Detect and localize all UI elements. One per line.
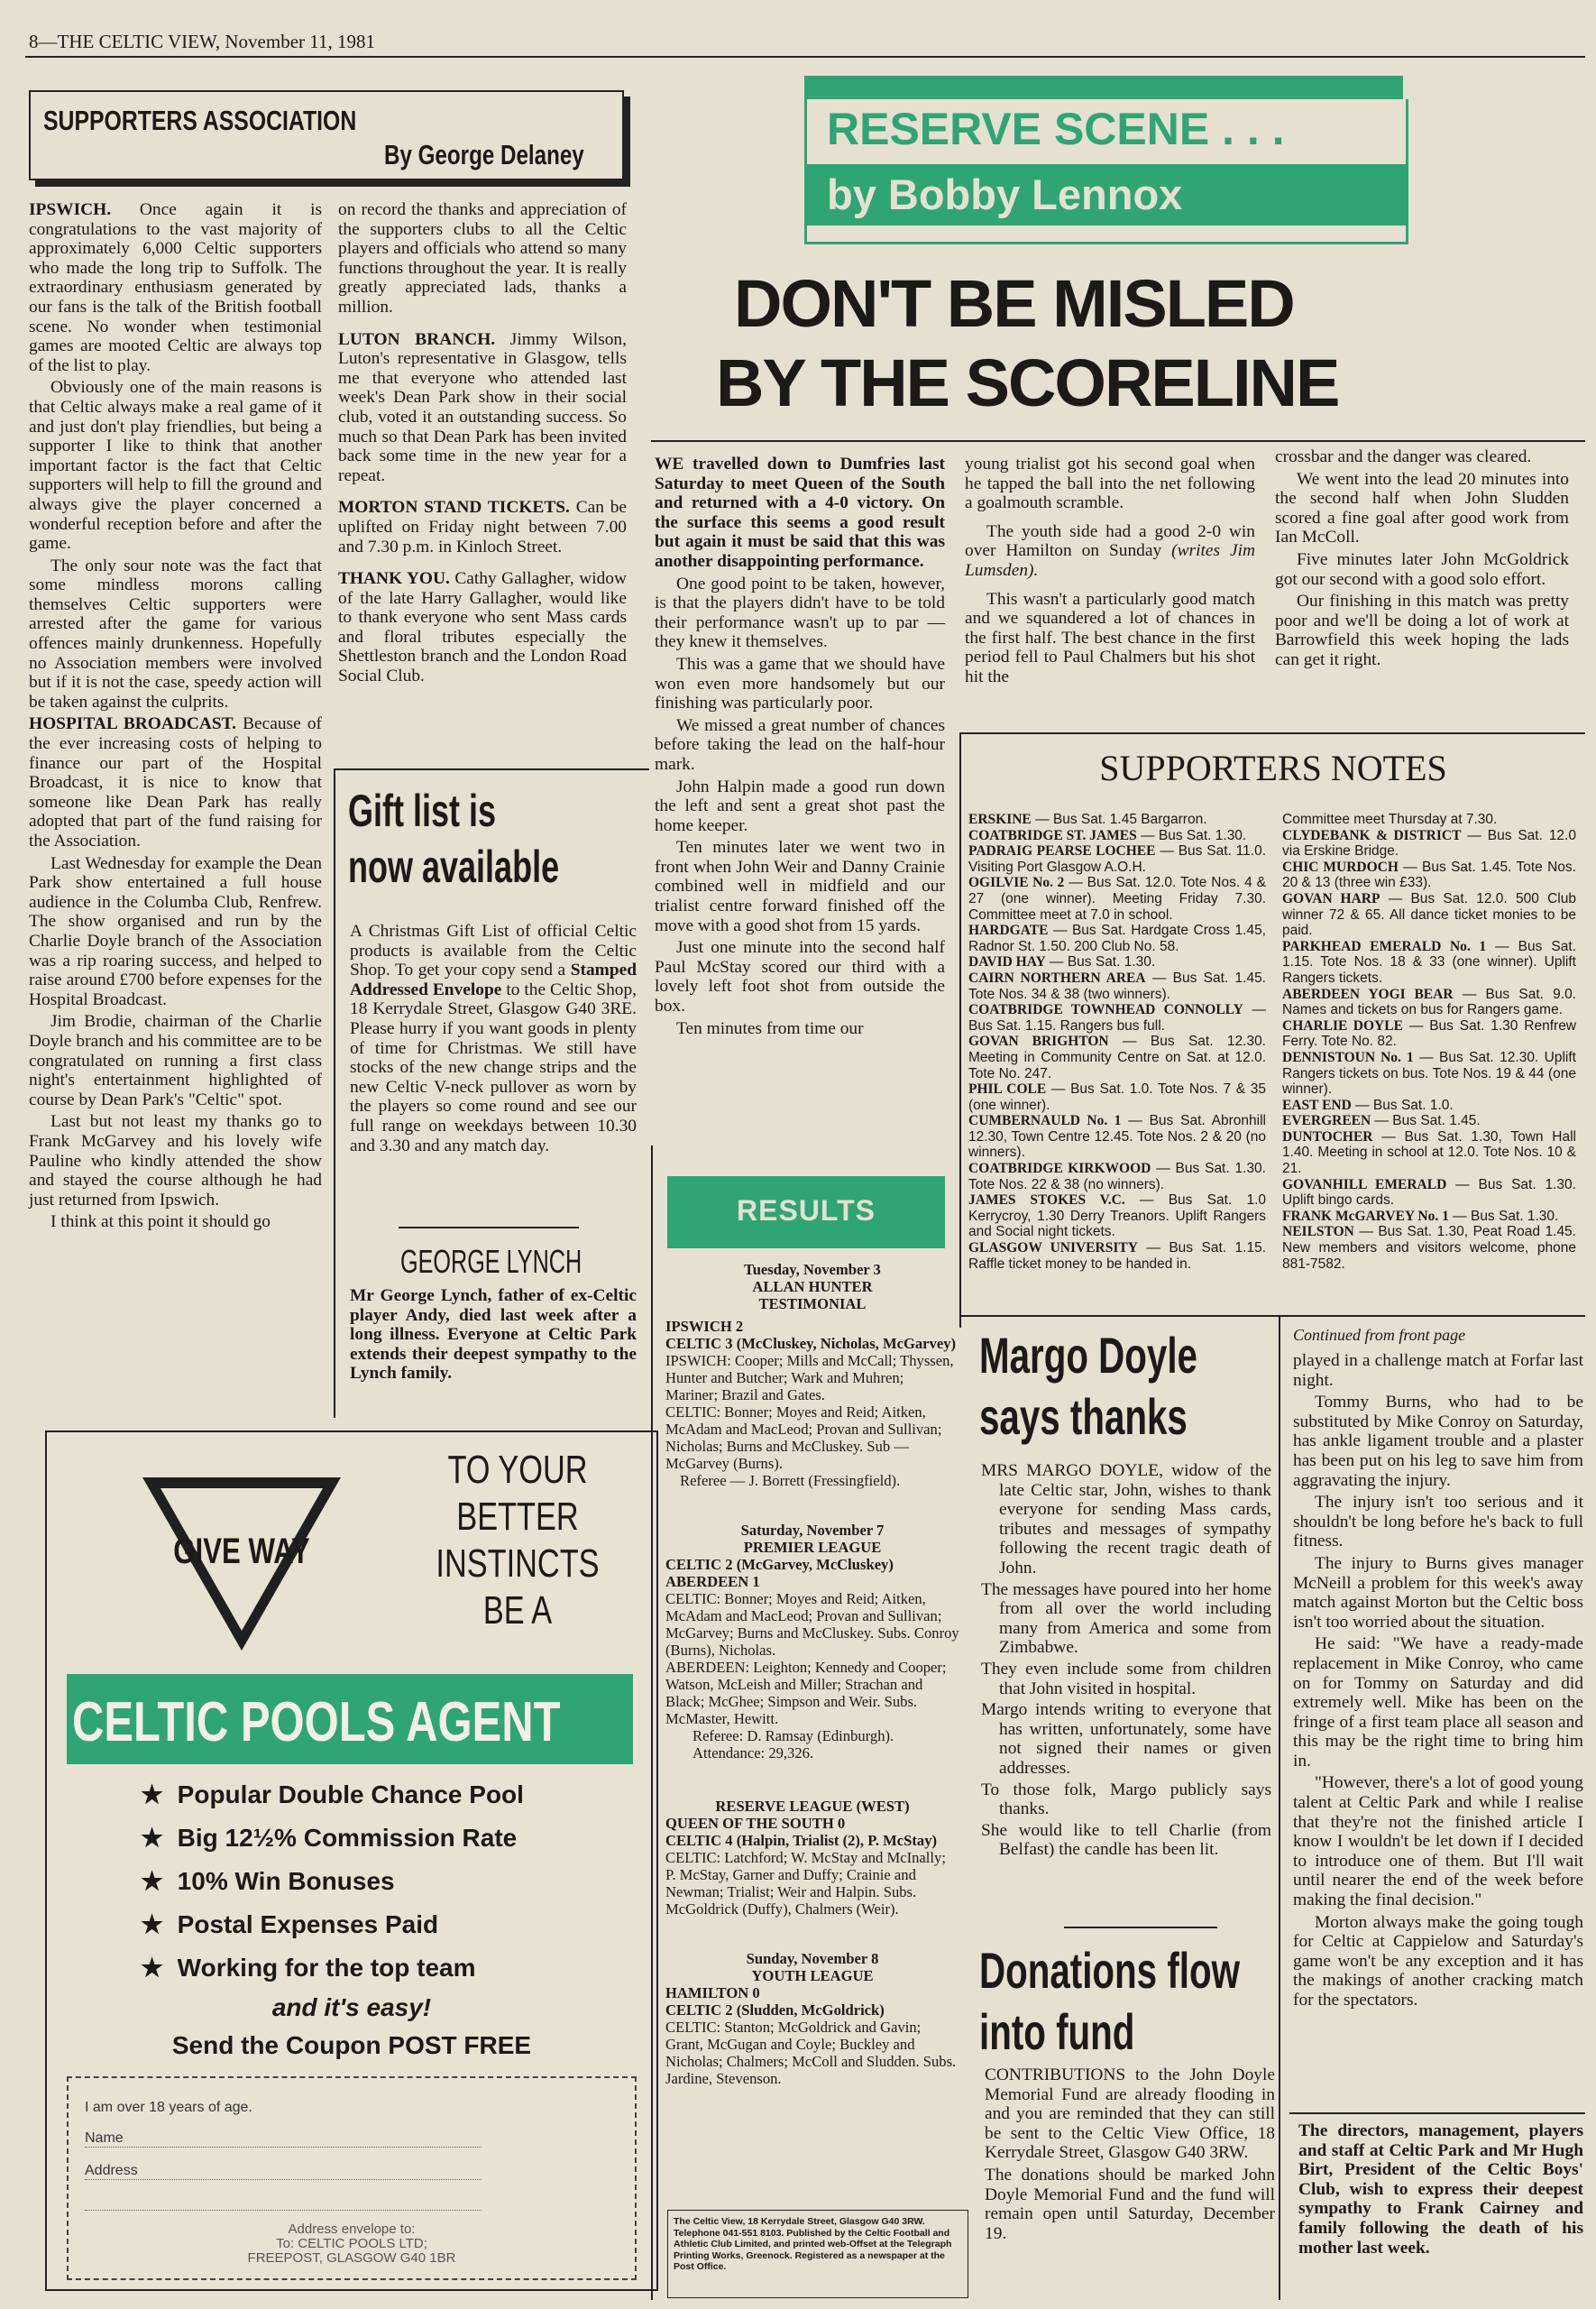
sa-p4-lead: HOSPITAL BROADCAST.	[29, 714, 236, 734]
donations-title-line1: Donations flow	[979, 1942, 1240, 1999]
note-entry: GOVAN BRIGHTON — Bus Sat. 12.30. Meeting in Community Centre on Sat. at 12.0. Tote No. 247.	[968, 1034, 1266, 1081]
note-entry: PARKHEAD EMERALD No. 1 — Bus Sat. 1.15. Tote Nos. 18 & 33 (one winner). Uplift Rangers tickets.	[1282, 938, 1576, 986]
star-icon: ★	[141, 1824, 164, 1852]
continued-p5: "However, there's a lot of good young talent at Celtic Park and while I realise that they're not the finished article I know I wouldn't be let down if I decided to introduce one of them. But I'll wait until nearer the end of the week before making the final decision."	[1293, 1773, 1583, 1910]
continued-label: Continued from front page	[1293, 1326, 1466, 1344]
reserve-c3p2: We went into the lead 20 minutes into the second half when John Sludden scored a fine goal after good work from Ian McColl.	[1275, 469, 1569, 547]
results-g3-score2: CELTIC 4 (Halpin, Trialist (2), P. McStay)	[665, 1832, 938, 1849]
reserve-col1	[655, 455, 945, 1041]
pools-bullets	[141, 1773, 524, 1990]
imprint-box	[667, 2210, 968, 2298]
notes-right-col	[1282, 812, 1576, 1272]
gift-list-body	[350, 922, 637, 1158]
pools-bullet-1: ★ Popular Double Chance Pool	[141, 1780, 524, 1808]
george-lynch-text: Mr George Lynch, father of ex-Celtic player Andy, died last week after a long illness. Everyone at Celtic Park extends their deepest sympathy to the Lynch family.	[350, 1286, 637, 1384]
note-entry: ABERDEEN YOGI BEAR — Bus Sat. 9.0. Names and tickets on bus for Rangers game.	[1282, 986, 1576, 1018]
results-banner-title: RESULTS	[737, 1194, 876, 1227]
notes-top-rule	[959, 732, 1585, 734]
gift-lynch-divider	[399, 1227, 579, 1228]
note-entry: Committee meet Thursday at 7.30.	[1282, 812, 1498, 827]
results-g2-team2: ABERDEEN: Leighton; Kennedy and Cooper; Watson, McLeish and Miller; Strachan and Black; McGhee; Simpson and Weir. Subs. McMaster, Hewitt.	[665, 1659, 947, 1727]
coupon-address-label: Address	[85, 2163, 138, 2178]
supporters-association-title: SUPPORTERS ASSOCIATION	[43, 105, 357, 136]
reserve-kicker-bar2	[807, 164, 1406, 225]
results-g2-att: Attendance: 29,326.	[693, 1744, 814, 1762]
reserve-kicker-box	[804, 99, 1408, 244]
results-g1-score2: CELTIC 3 (McCluskey, Nicholas, McGarvey)	[665, 1335, 957, 1352]
reserve-c2p3: This wasn't a particularly good match and we squandered a lot of chances in the first half. The best chance in the first period fell to Paul Chalmers but his shot hit the	[965, 589, 1255, 686]
results-g1-team1: IPSWICH: Cooper; Mills and McCall; Thyssen, Hunter and Butcher; Wark and Muhren; Mariner; Brazil and Gates.	[665, 1352, 954, 1403]
supporters-association-col2	[338, 200, 627, 689]
supporters-association-col1	[29, 200, 322, 1235]
pools-bullet-5: ★ Working for the top team	[141, 1954, 476, 1982]
reserve-c3p3: Five minutes later John McGoldrick got our second with a good solo effort.	[1275, 549, 1569, 589]
results-g4-title: YOUTH LEAGUE	[751, 1967, 874, 1984]
margo-title-line2: says thanks	[979, 1388, 1188, 1445]
margo-p5: To those folk, Margo publicly says thanks.	[981, 1780, 1271, 1819]
sa-p5: Last Wednesday for example the Dean Park show entertained a full house audience in the Columba Club, Renfrew. The show organised and run by the Charlie Doyle branch of the Association was a rip roaring success, and helped to raise around £700 before expenses for the Hospital Broadcast.	[29, 853, 322, 1009]
margo-top-rule	[961, 1315, 1585, 1317]
pools-bullet-4: ★ Postal Expenses Paid	[141, 1910, 439, 1938]
results-g1-score1: IPSWICH 2	[665, 1318, 744, 1335]
reserve-writer-credit: (writes Jim Lumsden).	[965, 541, 1255, 580]
results-g2-date: Saturday, November 7	[740, 1522, 885, 1539]
results-g4-score1: HAMILTON 0	[665, 1984, 760, 2001]
gift-list-title-line2: now available	[348, 842, 560, 892]
note-entry: CHIC MURDOCH — Bus Sat. 1.45. Tote Nos. 20 & 13 (three win £33).	[1282, 859, 1576, 891]
continued-p2: The injury isn't too serious and it shouldn't be long before he's back to full fitness.	[1293, 1493, 1583, 1551]
note-entry: COATBRIDGE KIRKWOOD — Bus Sat. 1.30. Tote Nos. 22 & 38 (no winners).	[968, 1161, 1266, 1192]
coupon-age: I am over 18 years of age.	[85, 2100, 252, 2115]
sa-c2p2-text: Jimmy Wilson, Luton's representative in Glasgow, tells me that everyone who attended last week's Dean Park show in their social club, voted it an outstanding success. So much so that Dean Park has been invited back some time in the new year for a repeat.	[338, 329, 627, 485]
gift-list-text-bold: Stamped Addressed Envelope	[350, 961, 637, 999]
sa-c2p2	[338, 330, 627, 486]
sa-c2p1: on record the thanks and appreciation of the supporters clubs to all the Celtic players and officials who attend so many functions throughout the year. It is really greatly appreciated lads, thanks a million.	[338, 200, 627, 317]
note-entry: DENNISTOUN No. 1 — Bus Sat. 12.30. Uplift Rangers tickets on bus. Tote Nos. 19 & 44 (one winner).	[1282, 1049, 1576, 1098]
sa-c2p3-text: Can be uplifted on Friday night between 7.00 and 7.30 p.m. in Kinloch Street.	[338, 498, 627, 557]
sa-c2p3-lead: MORTON STAND TICKETS.	[338, 498, 570, 518]
results-g1-team2: CELTIC: Bonner; Moyes and Reid; Aitken, McAdam and MacLeod; Provan and Sullivan; Nicholas; Burns and McCluskey. Sub — McGarvey (Burns).	[665, 1403, 942, 1472]
reserve-rule	[651, 440, 1585, 442]
sympathy-rule	[1289, 2112, 1585, 2114]
star-icon: ★	[141, 1954, 164, 1982]
coupon-address-field[interactable]	[85, 2163, 482, 2180]
coupon-envelope-address: Address envelope to: To: CELTIC POOLS LTD; FREEPOST, GLASGOW G40 1BR	[247, 2222, 456, 2266]
results-left-rule	[651, 1145, 653, 2300]
margo-p2: The messages have poured into her home from all over the world including many from America and some from Zimbabwe.	[981, 1579, 1271, 1658]
note-entry: GOVANHILL EMERALD — Bus Sat. 1.30. Uplift bingo cards.	[1282, 1176, 1576, 1209]
pools-headline-4: BE A	[482, 1588, 553, 1633]
reserve-p8: Ten minutes from time our	[676, 1018, 864, 1038]
reserve-col3	[1275, 447, 1569, 673]
sympathy-text: The directors, management, players and staff at Celtic Park and Mr Hugh Birt, President of the Celtic Boys' Club, wish to express their deepest sympathy to Frank Cairney and family following the death of his mother last week.	[1298, 2121, 1583, 2258]
notes-left-col	[968, 812, 1266, 1272]
running-head: 8—THE CELTIC VIEW, November 11, 1981	[29, 31, 375, 52]
gift-list-box	[334, 768, 649, 1418]
reserve-kicker-bar-top	[804, 76, 1403, 99]
star-icon: ★	[141, 1867, 164, 1895]
note-entry: PHIL COLE — Bus Sat. 1.0. Tote Nos. 7 & 35 (one winner).	[968, 1081, 1267, 1113]
sa-c2p4-lead: THANK YOU.	[338, 569, 450, 589]
reserve-kicker-line2: by Bobby Lennox	[827, 170, 1183, 218]
coupon-name-label: Name	[85, 2130, 124, 2146]
coupon-address-line2[interactable]	[85, 2194, 482, 2211]
pools-tagline: and it's easy!	[271, 1993, 432, 2021]
sa-c2p3	[338, 498, 627, 557]
gift-list-text-b: to the Celtic Shop, 18 Kerrydale Street, Glasgow G40 3RE. Please hurry if you want goods in plenty of time for Christmas. We still have stocks of the new change strips and the new Celtic V-neck pullover as worn by the players so come round and see our full range on weekdays between 10.30 and 3.30 and any match day.	[350, 980, 637, 1155]
continued-p4: He said: "We have a ready-made replacement in Mike Conroy, who came on for Tommy on Saturday and did extremely well. Mike has been on the fringe of a first team place all season and this may be the right time to bring him in.	[1293, 1634, 1583, 1771]
sa-p1	[29, 200, 322, 375]
sa-c2p4	[338, 569, 627, 686]
sa-p4	[29, 714, 322, 851]
note-entry: CAIRN NORTHERN AREA — Bus Sat. 1.45. Tote Nos. 34 & 38 (two winners).	[968, 970, 1266, 1002]
pools-headline-1: TO YOUR	[447, 1448, 588, 1492]
reserve-headline-2: BY THE SCORELINE	[716, 345, 1339, 420]
pools-banner-text: CELTIC POOLS AGENT	[72, 1691, 561, 1753]
sa-p8: I think at this point it should go	[50, 1212, 271, 1232]
margo-p4: Margo intends writing to everyone that has written, unfortunately, some have not signed their names or given addresses.	[981, 1700, 1271, 1778]
star-icon: ★	[141, 1780, 164, 1808]
donations-p1: CONTRIBUTIONS to the John Doyle Memorial Fund are already flooding in and you are reminded that they can still be sent to the Celtic View Office, 18 Kerrydale Street, Glasgow G40 3RW.	[985, 2065, 1275, 2163]
reserve-col2	[965, 455, 1255, 690]
gift-list-title-line1: Gift list is	[348, 786, 497, 836]
results-g1-title2: TESTIMONIAL	[758, 1295, 867, 1312]
sa-p6: Jim Brodie, chairman of the Charlie Doyle branch and his committee are to be congratulated on running a first class night's entertainment highlighted of course by Dean Park's "Celtic" spot.	[29, 1012, 322, 1109]
pools-banner	[67, 1674, 633, 1764]
reserve-c3p1: crossbar and the danger was cleared.	[1275, 447, 1532, 466]
header-rule	[25, 56, 1585, 58]
pools-headline-2: BETTER	[456, 1495, 579, 1539]
reserve-p6: Ten minutes later we went two in front when John Weir and Danny Crainie combined well in midfield and our trialist centre forward finished off the move with a good shot from 15 yards.	[655, 838, 945, 935]
results-g4-score2: CELTIC 2 (Sludden, McGoldrick)	[665, 2001, 885, 2019]
note-entry: CLYDEBANK & DISTRICT — Bus Sat. 12.0 via Erskine Bridge.	[1282, 827, 1576, 860]
results-g2-score2: ABERDEEN 1	[665, 1573, 760, 1590]
margo-title-line1: Margo Doyle	[979, 1327, 1197, 1384]
reserve-c3p4: Our finishing in this match was pretty poor and we'll be doing a lot of work at Barrowfield this week hoping the lads can get it right.	[1275, 592, 1569, 669]
results-g1-ref: Referee — J. Borrett (Fressingfield).	[680, 1472, 901, 1489]
results-g1-date: Tuesday, November 3	[744, 1261, 881, 1278]
pools-headline-3: INSTINCTS	[436, 1541, 600, 1586]
pools-coupon-call: Send the Coupon POST FREE	[171, 2031, 532, 2059]
sa-p7: Last but not least my thanks go to Frank McGarvey and his lovely wife Pauline who kindly attended the show and stayed the course although he had just returned from Ipswich.	[29, 1112, 322, 1210]
george-lynch-body	[350, 1286, 637, 1386]
note-entry: JAMES STOKES V.C. — Bus Sat. 1.0 Kerrycroy, 1.30 Derry Treanors. Uplift Rangers and Social night tickets.	[968, 1192, 1266, 1240]
reserve-p5: John Halpin made a good run down the left and sent a great shot past the home keeper.	[655, 777, 945, 835]
note-entry: COATBRIDGE ST. JAMES — Bus Sat. 1.30.	[968, 827, 1247, 843]
donations-body	[985, 2065, 1275, 2246]
notes-left-rule	[959, 732, 961, 1328]
give-way-text: GIVE WAY	[173, 1532, 310, 1571]
results-list	[665, 1261, 959, 2087]
note-entry: NEILSTON — Bus Sat. 1.30, Peat Road 1.45. New members and visitors welcome, phone 881-7582.	[1282, 1224, 1576, 1272]
margo-p3: They even include some from children that John visited in hospital.	[981, 1659, 1271, 1698]
reserve-p4: We missed a great number of chances before taking the lead on the half-hour mark.	[655, 715, 945, 774]
reserve-c2p2: The youth side had a good 2-0 win over Hamilton on Sunday (writes Jim Lumsden).	[965, 521, 1255, 580]
donations-divider	[1064, 1927, 1217, 1928]
continued-p3: The injury to Burns gives manager McNeill a problem for this week's away match against Morton but the Celtic boss isn't too worried about the situation.	[1293, 1553, 1583, 1632]
pools-headline	[382, 1447, 653, 1634]
continued-p0: played in a challenge match at Forfar last night.	[1293, 1351, 1583, 1390]
sa-c2p2-lead: LUTON BRANCH.	[338, 329, 496, 349]
pools-coupon[interactable]	[67, 2076, 637, 2280]
star-icon: ★	[141, 1910, 164, 1938]
margo-body	[981, 1461, 1271, 1862]
note-entry: DAVID HAY — Bus Sat. 1.30.	[968, 954, 1156, 971]
note-entry: GOVAN HARP — Bus Sat. 12.0. 500 Club winner 72 & 65. All dance ticket monies to be paid.	[1282, 890, 1576, 939]
margo-right-rule	[1279, 1315, 1280, 2300]
note-entry: PADRAIG PEARSE LOCHEE — Bus Sat. 11.0. Visiting Port Glasgow A.O.H.	[968, 843, 1267, 875]
sa-p3: The only sour note was the fact that some mindless morons calling themselves Celtic supporters were arrested after the game for various offences mainly drunkenness. Hopefully no Association members were involved but if it is not the case, speedy action will be taken against the culprits.	[29, 556, 322, 712]
imprint-text: The Celtic View, 18 Kerrydale Street, Glasgow G40 3RW. Telephone 041-551 8103. Published by the Celtic Football and Athletic Club Limited, and printed web-Offset at the Telegraph Printing Works, Greenock. Registered as a newspaper at the Post Office.	[674, 2216, 952, 2272]
supporters-notes-title: SUPPORTERS NOTES	[1099, 748, 1447, 788]
gift-list-text-a: A Christmas Gift List of official Celtic products is available from the Celtic Shop. To get your copy send a	[350, 922, 637, 980]
sa-p4-text: Because of the ever increasing costs of helping to finance our part of the Hospital Broadcast, it is nice to know that someone like Dean Park has really adopted that part of the fund raising for the Association.	[29, 714, 322, 851]
results-g2-ref: Referee: D. Ramsay (Edinburgh).	[693, 1727, 894, 1744]
results-g4-date: Sunday, November 8	[746, 1950, 879, 1967]
sa-c2p4-text: Cathy Gallagher, widow of the late Harry Gallagher, would like to thank everyone who sent Mass cards and floral tributes especially the Shettleston branch and the London Road Social Club.	[338, 569, 627, 686]
reserve-headline-1: DON'T BE MISLED	[734, 266, 1294, 341]
results-g3-title: RESERVE LEAGUE (WEST)	[715, 1798, 910, 1815]
sa-p2: Obviously one of the main reasons is that Celtic always make a real game of it and just don't play friendlies, but being a supporter I like to think that another important factor is the fact that Celtic supporters will help to fill the ground and always give the player concerned a wonderful reception before and after the game.	[29, 378, 322, 554]
note-entry: COATBRIDGE TOWNHEAD CONNOLLY — Bus Sat. 1.15. Rangers bus full.	[968, 1002, 1266, 1034]
results-g3-score1: QUEEN OF THE SOUTH 0	[665, 1815, 846, 1832]
supporters-association-byline: By George Delaney	[384, 139, 584, 170]
reserve-c2p1: young trialist got his second goal when he tapped the ball into the net following a goalmouth scramble.	[965, 455, 1255, 513]
margo-p6: She would like to tell Charlie (from Belfast) the candle has been lit.	[981, 1820, 1271, 1860]
results-banner	[667, 1176, 945, 1248]
results-g4-team: CELTIC: Stanton; McGoldrick and Gavin; Grant, McGugan and Coyle; Buckley and Nicholas; Chalmers; McColl and Sludden. Subs. Jardine, Stevenson.	[665, 2019, 957, 2087]
reserve-p2: One good point to be taken, however, is that the players didn't have to be told their performance wasn't up to par — they knew it themselves.	[655, 574, 945, 652]
reserve-kicker-line1: RESERVE SCENE . . .	[827, 104, 1285, 154]
note-entry: FRANK McGARVEY No. 1 — Bus Sat. 1.30.	[1282, 1208, 1559, 1224]
note-entry: CUMBERNAULD No. 1 — Bus Sat. Abronhill 12.30, Town Centre 12.45. Tote Nos. 2 & 20 (no winners).	[968, 1113, 1266, 1161]
note-entry: DUNTOCHER — Bus Sat. 1.30, Town Hall 1.40. Meeting in school at 12.0. Tote Nos. 10 & 21.	[1282, 1128, 1576, 1177]
continued-p1: Tommy Burns, who had to be substituted by Mike Conroy on Saturday, has ankle ligament trouble and a plaster has been put on his leg to save him from aggravating the injury.	[1293, 1393, 1583, 1490]
gift-list-text	[350, 922, 637, 1155]
coupon-name-field[interactable]	[85, 2130, 482, 2148]
note-entry: HARDGATE — Bus Sat. Hardgate Cross 1.45, Radnor St. 1.50. 200 Club No. 58.	[968, 923, 1266, 954]
sa-p1-lead: IPSWICH.	[29, 200, 112, 219]
note-entry: EAST END — Bus Sat. 1.0.	[1282, 1097, 1454, 1113]
note-entry: GLASGOW UNIVERSITY — Bus Sat. 1.15. Raffle ticket money to be handed in.	[968, 1240, 1266, 1272]
results-g3-team: CELTIC: Latchford; W. McStay and McInally; P. McStay, Garner and Duffy; Crainie and Newman; Trialist; Weir and Halpin. Subs. McGoldrick (Duffy), Chalmers (Weir).	[665, 1849, 946, 1918]
results-g2-title: PREMIER LEAGUE	[743, 1539, 882, 1556]
note-entry: OGILVIE No. 2 — Bus Sat. 12.0. Tote Nos. 4 & 27 (one winner). Meeting Friday 7.30. Committee meet at 7.0 in school.	[968, 875, 1267, 923]
note-entry: CHARLIE DOYLE — Bus Sat. 1.30 Renfrew Ferry. Tote No. 82.	[1282, 1017, 1577, 1050]
sa-p1-text: Once again it is congratulations to the vast majority of approximately 6,000 Celtic supporters who made the long trip to Suffolk. The extraordinary enthusiasm generated by our fans is the talk of the British football scene. No wonder when testimonial games are mooted Celtic are always top of the list to play.	[29, 200, 322, 375]
results-g1-title1: ALLAN HUNTER	[752, 1278, 873, 1295]
supporters-association-header	[29, 90, 624, 180]
pools-ad	[45, 1430, 658, 2291]
sympathy-box	[1298, 2121, 1583, 2260]
reserve-p3: This was a game that we should have won even more handsomely but our finishing was particularly poor.	[655, 654, 945, 713]
continued-p6: Morton always make the going tough for Celtic at Cappielow and Saturday's game won't be any exception and it has the makings of another cracking match for the spectators.	[1293, 1912, 1583, 2010]
george-lynch-title: GEORGE LYNCH	[400, 1243, 582, 1280]
pools-bullet-2: ★ Big 12½% Commission Rate	[141, 1824, 518, 1852]
donations-p2: The donations should be marked John Doyle Memorial Fund and the fund will remain open until Saturday, December 19.	[985, 2165, 1275, 2243]
continued-body	[1293, 1351, 1583, 2013]
results-g2-score1: CELTIC 2 (McGarvey, McCluskey)	[665, 1556, 894, 1573]
note-entry: ERSKINE — Bus Sat. 1.45 Bargarron.	[968, 812, 1207, 827]
reserve-lead: WE travelled down to Dumfries last Saturday to meet Queen of the South and returned with a 4-0 victory. On the surface this seems a good result but again it must be said that this was another disappointing performance.	[655, 455, 945, 571]
donations-title-line2: into fund	[979, 2003, 1135, 2060]
note-entry: EVERGREEN — Bus Sat. 1.45.	[1282, 1113, 1481, 1129]
results-g2-team1: CELTIC: Bonner; Moyes and Reid; Aitken, McAdam and MacLeod; Provan and Sullivan; McGarvey; Burns and McCluskey. Subs. Conroy (Burns), Nicholas.	[665, 1590, 959, 1659]
margo-p1: MRS MARGO DOYLE, widow of the late Celtic star, John, wishes to thank everyone for sending Mass cards, tributes and messages of sympathy following the recent tragic death of John.	[981, 1461, 1271, 1578]
reserve-p7: Just one minute into the second half Paul McStay scored our third with a lovely left foot shot from outside the box.	[655, 938, 945, 1017]
pools-bullet-3: ★ 10% Win Bonuses	[141, 1867, 395, 1895]
